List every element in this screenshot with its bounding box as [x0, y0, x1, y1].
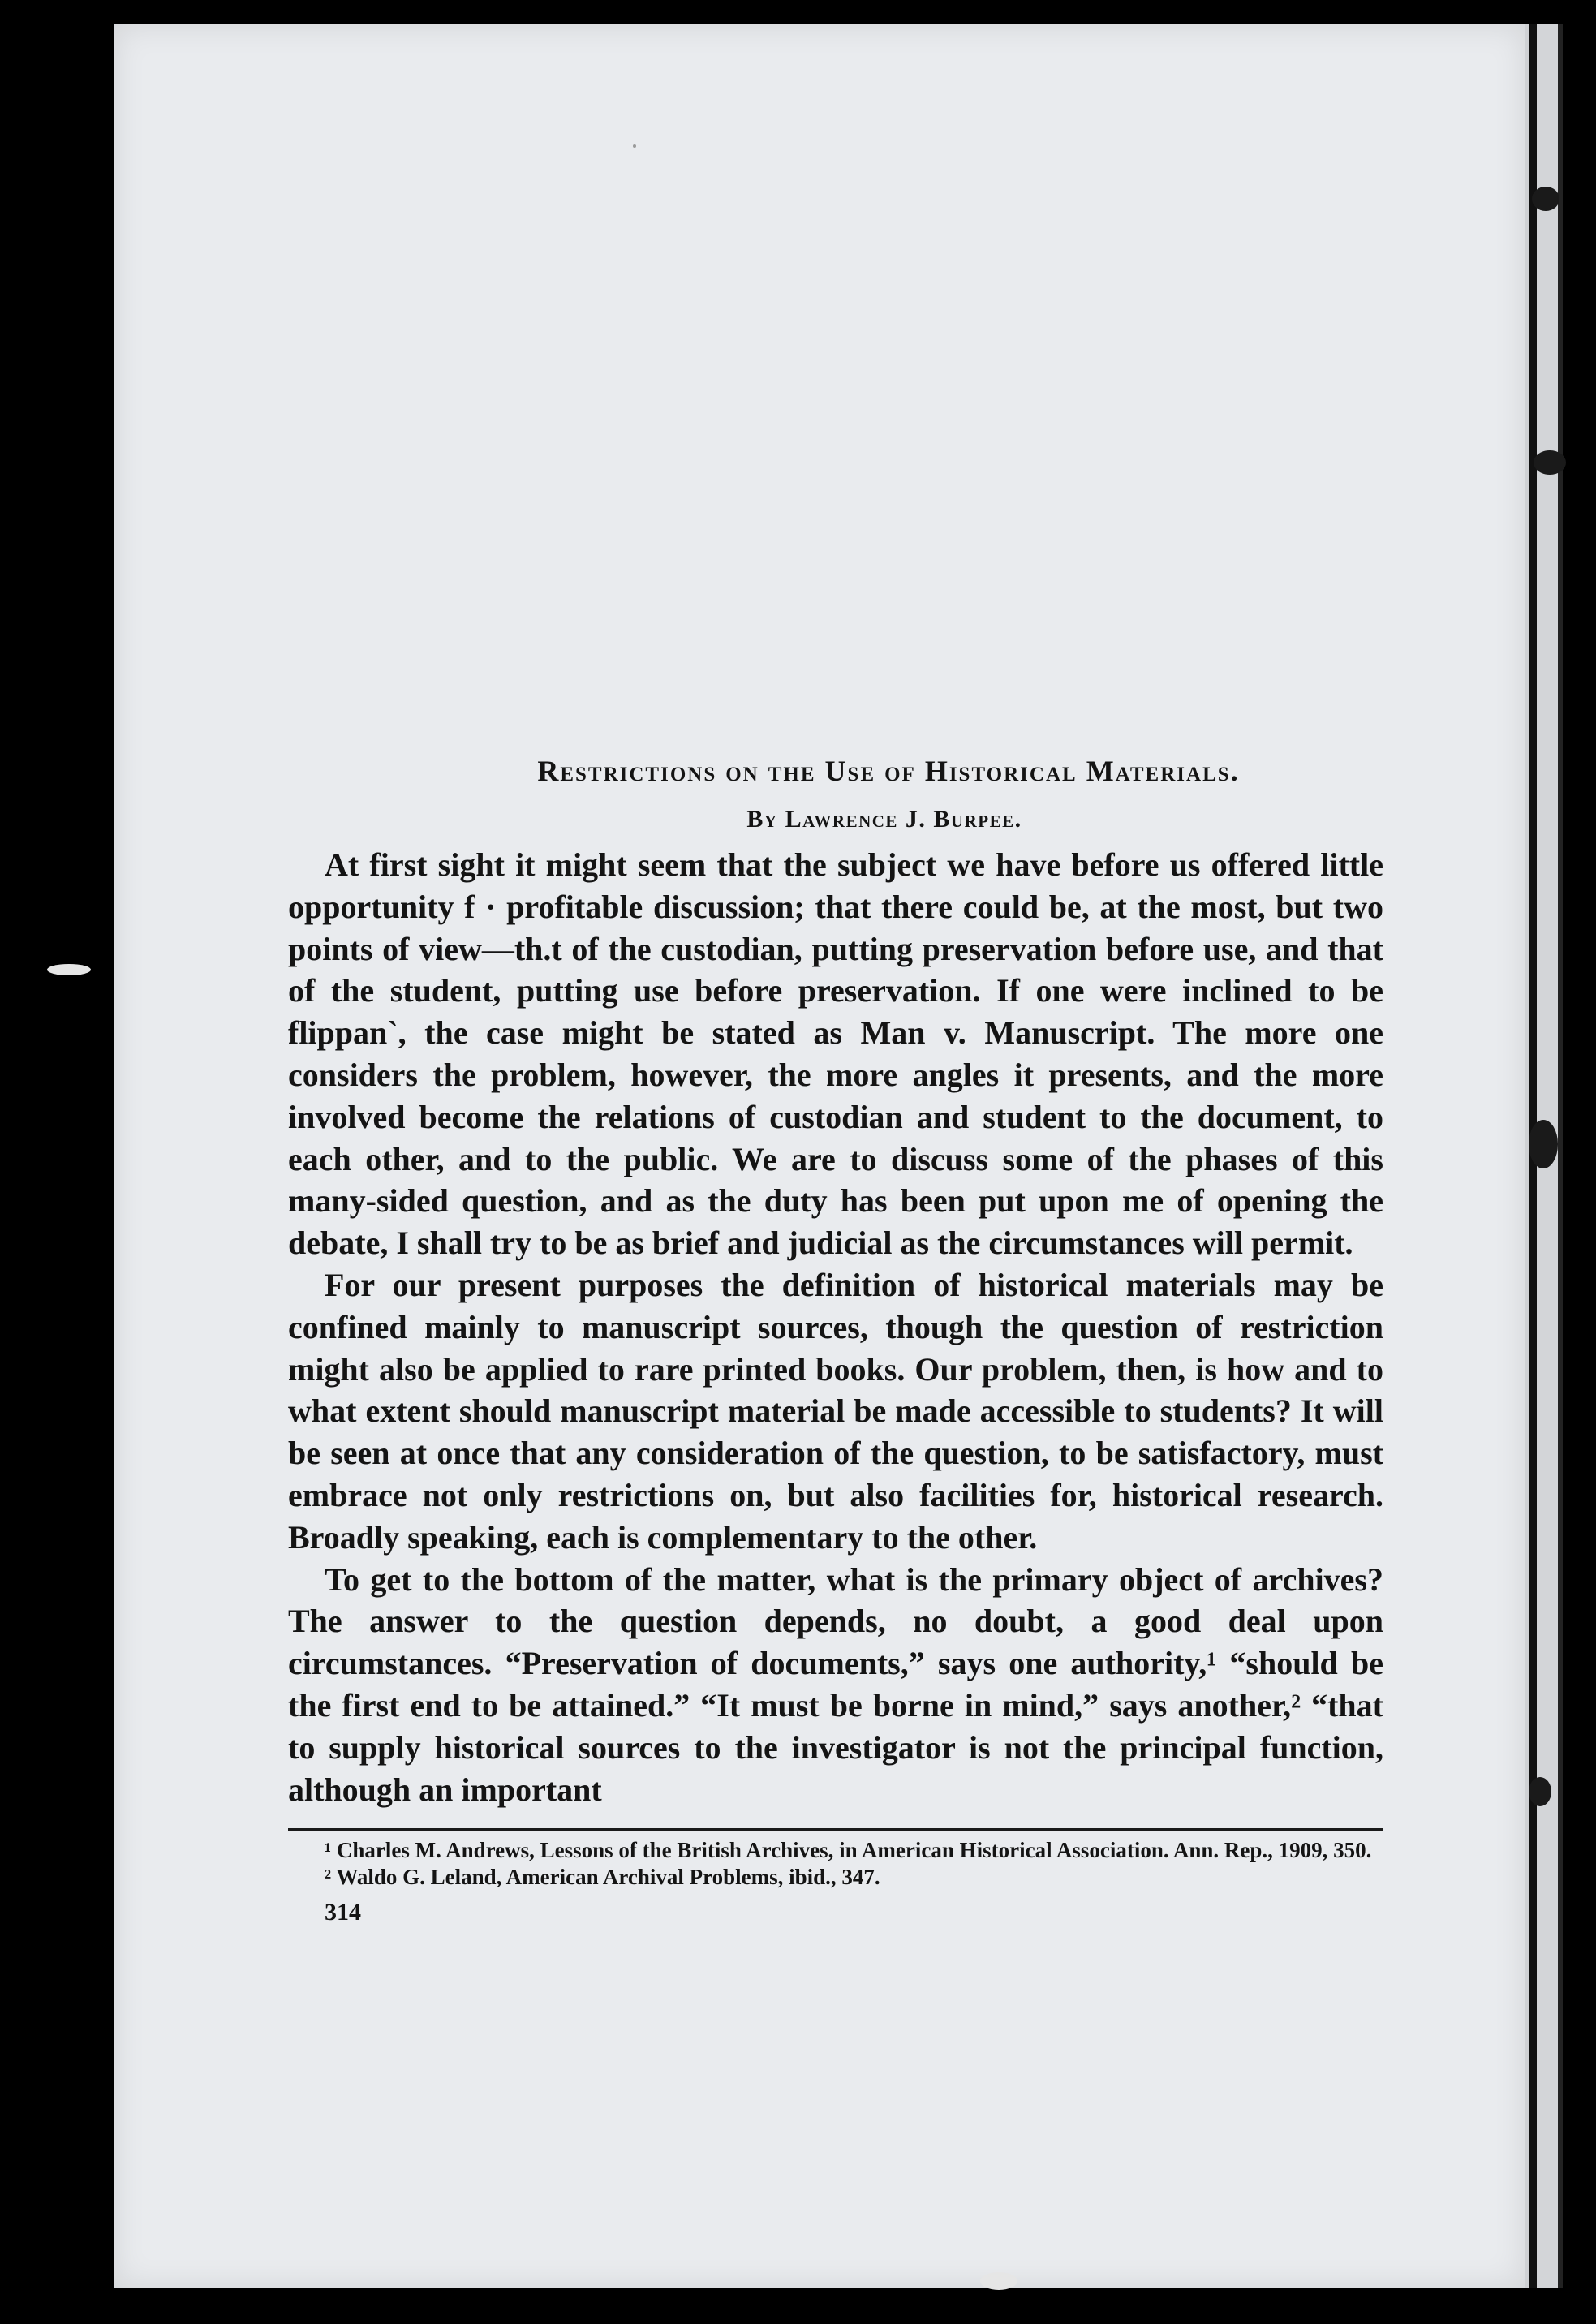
scan-artifact-left	[47, 964, 91, 975]
footnote-1: ¹ Charles M. Andrews, Lessons of the British Archives, in American Historical Association. Ann. Rep., 1909, 350.	[325, 1838, 1372, 1863]
gutter-blot-4	[1529, 1777, 1551, 1806]
gutter-blot-3	[1529, 1120, 1558, 1168]
page-number: 314	[325, 1899, 361, 1926]
body-paragraph-3: To get to the bottom of the matter, what is the primary object of archives? The answer to the question depends, no doubt, a good deal upon circumstances. “Preservation of documents,” says one authority,¹ “should be the first end to be attained.” “It must be borne in mind,” says another,² “that to supply historical sources to the investigator is not the principal function, although an important	[288, 1560, 1383, 1808]
article-title: Restrictions on the Use of Historical Materials.	[537, 755, 1240, 787]
article-author: By Lawrence J. Burpee.	[746, 806, 1022, 833]
gutter-blot-1	[1532, 187, 1559, 211]
body-paragraph-1: At first sight it might seem that the subject we have before us offered little opportunity f · profitable discussion; that there could be, at the most, but two points of view—th.t of the custodian, putting preservation before use, and that of the student, putting use before preservation. If one were inclined to be flippan`, the case might be stated as Man v. Manuscript. The more one considers the problem, however, the more angles it presents, and the more involved become the relations of custodian and student to the document, to each other, and to the public. We are to discuss some of the phases of this many-sided question, and as the duty has been put upon me of opening the debate, I shall try to be as brief and judicial as the circumstances will permit.	[288, 846, 1383, 1262]
scan-artifact-bottom	[980, 2272, 1017, 2290]
paper-speck	[633, 144, 636, 148]
gutter-blot-2	[1534, 450, 1566, 475]
article-text-block	[288, 747, 1383, 1926]
body-paragraph-2: For our present purposes the definition of historical materials may be confined mainly to manuscript sources, though the question of restriction might also be applied to rare printed books. Our problem, then, is how and to what extent should manuscript material be made accessible to students? It will be seen at once that any consideration of the question, to be satisfactory, must embrace not only restrictions on, but also facilities for, historical research. Broadly speaking, each is complementary to the other.	[288, 1266, 1383, 1556]
footnote-2: ² Waldo G. Leland, American Archival Problems, ibid., 347.	[325, 1865, 880, 1890]
footnote-divider	[288, 1828, 1383, 1831]
